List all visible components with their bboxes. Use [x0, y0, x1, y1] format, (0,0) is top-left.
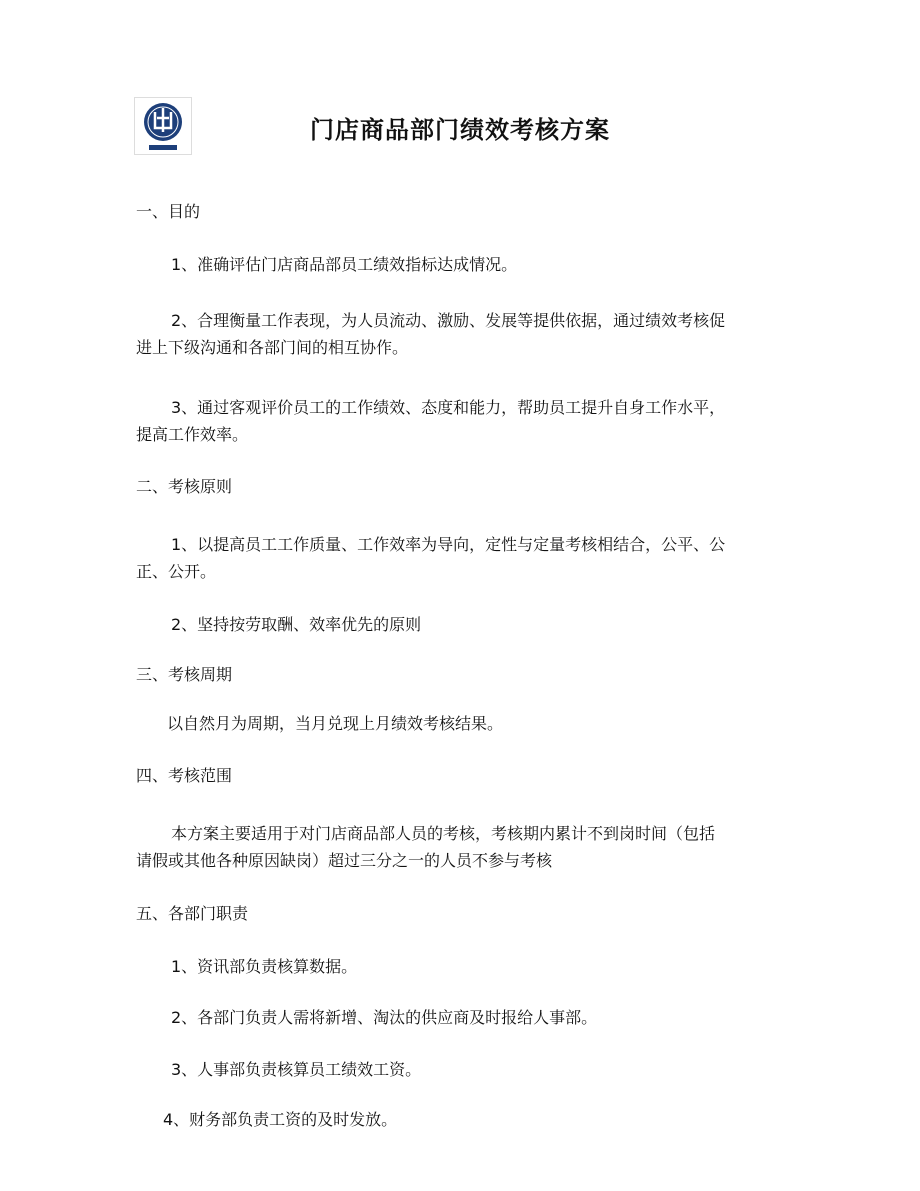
paragraph-line: 3、人事部负责核算员工绩效工资。	[171, 1060, 422, 1079]
paragraph-line: 以自然月为周期，当月兑现上月绩效考核结果。	[167, 714, 504, 733]
paragraph-line: 提高工作效率。	[136, 425, 249, 444]
section-heading: 五、各部门职责	[136, 904, 249, 923]
paragraph-line: 2、合理衡量工作表现，为人员流动、激励、发展等提供依据，通过绩效考核促	[171, 311, 726, 330]
section-heading: 一、目的	[136, 202, 201, 221]
document-title: 门店商品部门绩效考核方案	[310, 116, 610, 144]
section-heading: 二、考核原则	[136, 477, 233, 496]
paragraph-line: 1、资讯部负责核算数据。	[171, 957, 358, 976]
paragraph-line: 正、公开。	[136, 562, 217, 581]
paragraph-line: 4、财务部负责工资的及时发放。	[163, 1110, 398, 1129]
section-heading: 三、考核周期	[136, 665, 233, 684]
paragraph-line: 进上下级沟通和各部门间的相互协作。	[136, 338, 409, 357]
paragraph-line: 1、准确评估门店商品部员工绩效指标达成情况。	[171, 255, 518, 274]
section-heading: 四、考核范围	[136, 766, 233, 785]
paragraph-line: 本方案主要适用于对门店商品部人员的考核，考核期内累计不到岗时间（包括	[171, 824, 716, 843]
paragraph-line: 3、通过客观评价员工的工作绩效、态度和能力，帮助员工提升自身工作水平，	[171, 398, 726, 417]
paragraph-line: 1、以提高员工工作质量、工作效率为导向，定性与定量考核相结合，公平、公	[171, 535, 726, 554]
paragraph-line: 请假或其他各种原因缺岗）超过三分之一的人员不参与考核	[136, 851, 553, 870]
paragraph-line: 2、坚持按劳取酬、效率优先的原则	[171, 615, 422, 634]
paragraph-line: 2、各部门负责人需将新增、淘汰的供应商及时报给人事部。	[171, 1008, 598, 1027]
